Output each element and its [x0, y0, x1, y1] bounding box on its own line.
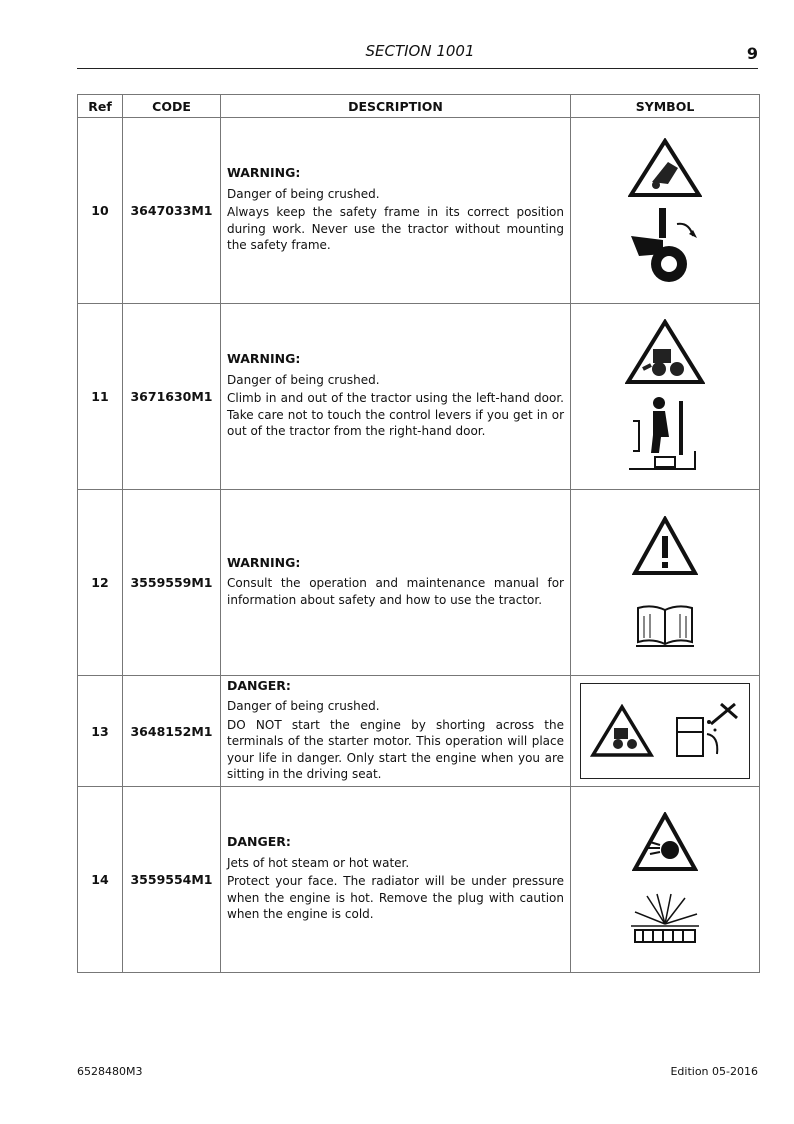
description-cell [221, 787, 571, 973]
code-cell: 3559554M1 [123, 787, 221, 973]
table-row [78, 787, 760, 973]
ref-cell: 14 [78, 787, 123, 973]
warning-table [77, 94, 760, 973]
description-cell [221, 118, 571, 304]
col-header-description: DESCRIPTION [221, 95, 571, 118]
description-line: DO NOT start the engine by shorting across the terminals of the starter motor. This operation will place your life in danger. Only start the engine when you are sitting in the driving seat. [227, 717, 564, 781]
header-rule [77, 68, 758, 69]
table-row [78, 676, 760, 787]
symbol-cell [571, 118, 760, 304]
tractor-crush-warning-triangle-icon [590, 704, 654, 758]
danger-heading: DANGER: [227, 677, 291, 693]
code-cell: 3671630M1 [123, 304, 221, 490]
manual-book-icon [634, 602, 696, 650]
description-line: Jets of hot steam or hot water. [227, 855, 410, 870]
ref-cell: 10 [78, 118, 123, 304]
section-title: SECTION 1001 [365, 42, 475, 60]
description-cell [221, 490, 571, 676]
page-number: 9 [746, 44, 758, 63]
tractor-rollbar-icon [625, 206, 705, 284]
table-row [78, 118, 760, 304]
description-line: Danger of being crushed. [227, 186, 380, 201]
description-line: Always keep the safety frame in its correct position during work. Never use the tractor without mounting the safety frame. [227, 205, 564, 253]
document-code: 6528480M3 [77, 1065, 143, 1078]
code-cell: 3648152M1 [123, 676, 221, 787]
table-row [78, 304, 760, 490]
description-line: Protect your face. The radiator will be under pressure when the engine is hot. Remove the plug with caution when the engine is cold. [227, 874, 564, 922]
symbol-cell [571, 787, 760, 973]
table-row [78, 490, 760, 676]
hot-steam-warning-triangle-icon [632, 812, 698, 872]
code-cell: 3559559M1 [123, 490, 221, 676]
col-header-symbol: SYMBOL [571, 95, 760, 118]
col-header-ref: Ref [78, 95, 123, 118]
description-line: Climb in and out of the tractor using the left-hand door. Take care not to touch the control levers if you get in or out of the tractor from the right-hand door. [227, 391, 564, 439]
symbol-cell [571, 490, 760, 676]
tractor-crush-warning-triangle-icon [625, 319, 705, 385]
description-cell [221, 676, 571, 787]
ref-cell: 11 [78, 304, 123, 490]
radiator-steam-icon [627, 890, 703, 948]
exclamation-warning-triangle-icon [632, 516, 698, 576]
description-cell [221, 304, 571, 490]
description-line: Consult the operation and maintenance manual for information about safety and how to use the tractor. [227, 576, 564, 607]
crush-warning-triangle-icon [628, 138, 702, 198]
symbol-cell [571, 304, 760, 490]
symbol-frame [580, 683, 750, 779]
warning-heading: WARNING: [227, 351, 301, 367]
ref-cell: 12 [78, 490, 123, 676]
edition-label: Edition 05-2016 [670, 1065, 758, 1078]
warning-heading: WARNING: [227, 554, 301, 570]
warning-heading: WARNING: [227, 165, 301, 181]
col-header-code: CODE [123, 95, 221, 118]
starter-motor-short-icon [671, 700, 741, 762]
operator-door-icon [625, 391, 705, 475]
table-header-row [78, 95, 760, 118]
symbol-cell [571, 676, 760, 787]
code-cell: 3647033M1 [123, 118, 221, 304]
ref-cell: 13 [78, 676, 123, 787]
description-line: Danger of being crushed. [227, 699, 380, 713]
danger-heading: DANGER: [227, 834, 291, 850]
description-line: Danger of being crushed. [227, 372, 380, 387]
